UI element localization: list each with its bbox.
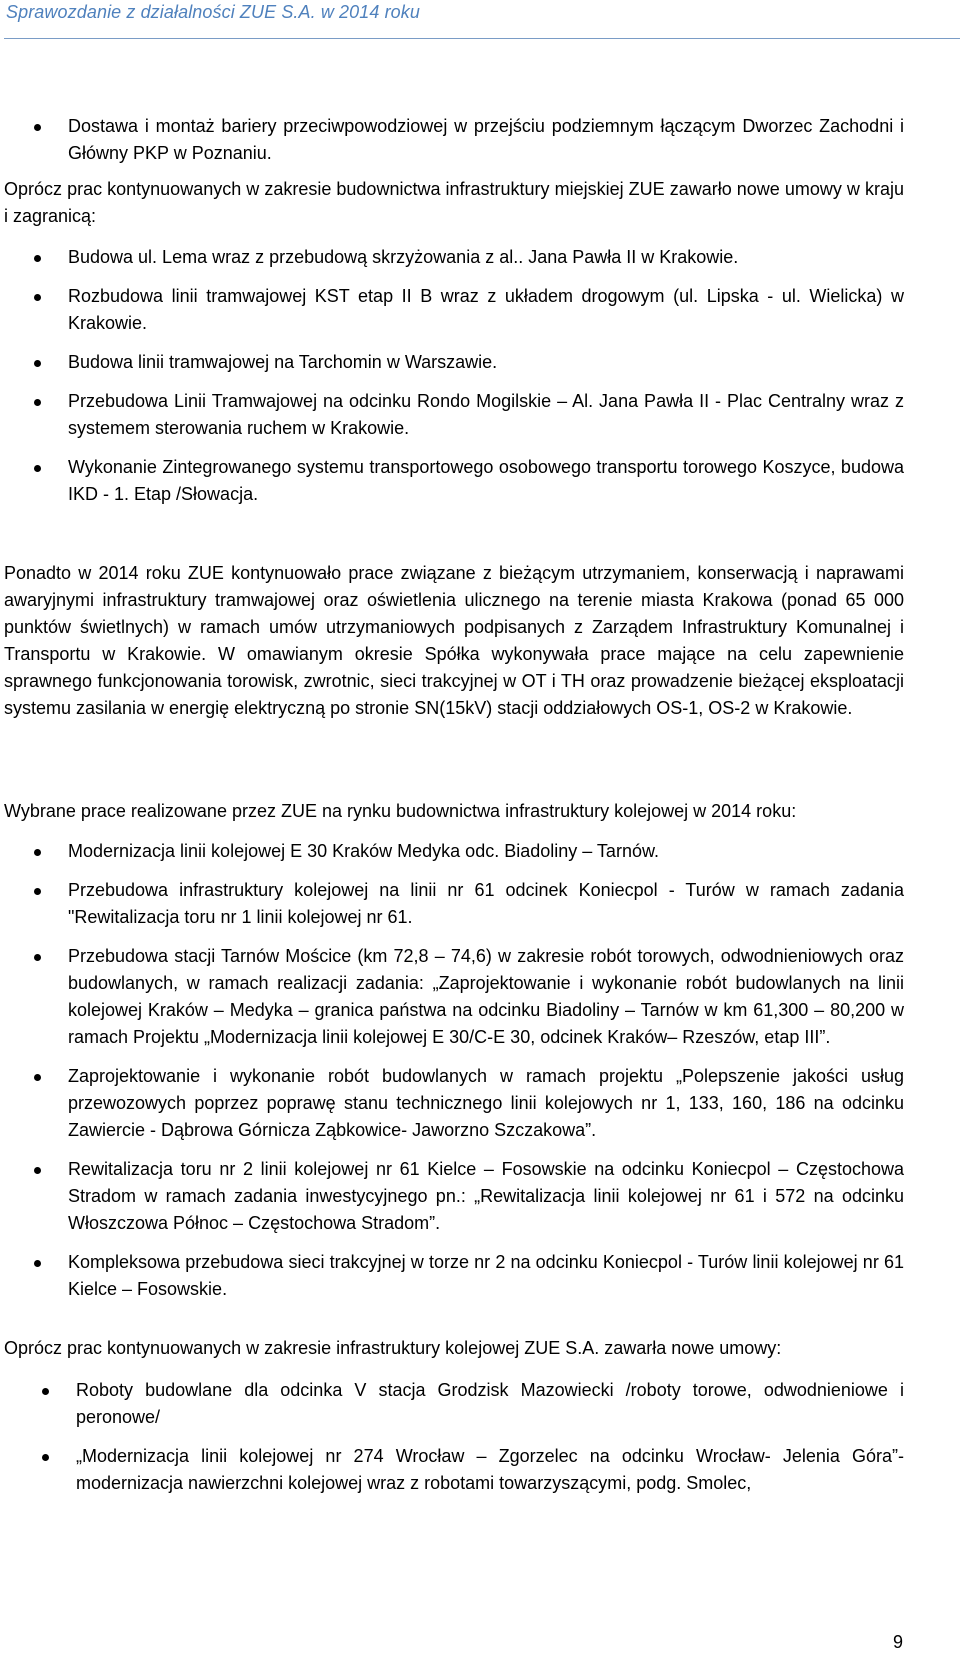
paragraph-3: Wybrane prace realizowane przez ZUE na rynku budownictwa infrastruktury kolejowej w 2014 roku: [4, 801, 797, 821]
bullet-icon [34, 849, 41, 856]
list-item: Przebudowa Linii Tramwajowej na odcinku Rondo Mogilskie – Al. Jana Pawła II - Plac Centralny wraz z systemem sterowania ruchem w Krakowie. [28, 388, 904, 442]
list-item: „Modernizacja linii kolejowej nr 274 Wrocław – Zgorzelec na odcinku Wrocław- Jelenia Góra”- modernizacja nawierzchni kolejowej wraz z robotami towarzyszącymi, podg. Smolec, [36, 1443, 904, 1497]
bullet-icon [34, 399, 41, 406]
bullet-icon [34, 255, 41, 262]
list-item: Rewitalizacja toru nr 2 linii kolejowej nr 61 Kielce – Fosowskie na odcinku Koniecpol – Częstochowa Stradom w ramach zadania inwestycyjnego pn.: „Rewitalizacja linii kolejowej nr 61 i 572 na odcinku Włoszczowa Północ – Częstochowa Stradom”. [28, 1156, 904, 1237]
list-item: Budowa linii tramwajowej na Tarchomin w Warszawie. [28, 349, 904, 376]
bullet-icon [34, 954, 41, 961]
page-number: 9 [892, 1632, 903, 1652]
list-item: Rozbudowa linii tramwajowej KST etap II B wraz z układem drogowym (ul. Lipska - ul. Wielicka) w Krakowie. [28, 283, 904, 337]
paragraph-1: Oprócz prac kontynuowanych w zakresie budownictwa infrastruktury miejskiej ZUE zawarło nowe umowy w kraju i zagranicą: [4, 179, 904, 226]
list-item: Kompleksowa przebudowa sieci trakcyjnej w torze nr 2 na odcinku Koniecpol - Turów linii kolejowej nr 61 Kielce – Fosowskie. [28, 1249, 904, 1303]
list-item: Przebudowa stacji Tarnów Mościce (km 72,8 – 74,6) w zakresie robót torowych, odwodnieniowych oraz budowlanych, w ramach realizacji zadania: „Zaprojektowanie i wykonanie robót budowlanych na linii kolejowej Kraków – Medyka – granica państwa na odcinku Biadoliny – Tarnów w km 61,300 – 80,200 w ramach Projektu „Modernizacja linii kolejowej E 30/C-E 30, odcinek Kraków– Rzeszów, etap III”. [28, 943, 904, 1051]
bullet-icon [42, 1454, 49, 1461]
bullet-icon [34, 1260, 41, 1267]
list-item: Przebudowa infrastruktury kolejowej na linii nr 61 odcinek Koniecpol - Turów w ramach zadania "Rewitalizacja toru nr 1 linii kolejowej nr 61. [28, 877, 904, 931]
list-item: Modernizacja linii kolejowej E 30 Kraków Medyka odc. Biadoliny – Tarnów. [28, 838, 904, 865]
bullet-icon [34, 360, 41, 367]
bullet-list-4 [36, 1377, 904, 1497]
paragraph-2: Ponadto w 2014 roku ZUE kontynuowało prace związane z bieżącym utrzymaniem, konserwacją i naprawami awaryjnymi infrastruktury tramwajowej oraz oświetlenia ulicznego na terenie miasta Krakowa (ponad 65 000 punktów świetlnych) w ramach umów utrzymaniowych podpisanych z Zarządem Infrastruktury Komunalnej i Transportu w Krakowie. W omawianym okresie Spółka wykonywała prace mające na celu zapewnienie sprawnego funkcjonowania torowisk, zwrotnic, sieci trakcyjnej w OT i TH oraz prowadzenie bieżącej eksploatacji systemu zasilania w energię elektryczną po stronie SN(15kV) stacji oddziałowych OS-1, OS-2 w Krakowie. [4, 563, 904, 718]
bullet-icon [34, 1167, 41, 1174]
paragraph-4: Oprócz prac kontynuowanych w zakresie infrastruktury kolejowej ZUE S.A. zawarła nowe umowy: [4, 1338, 782, 1358]
list-item: Wykonanie Zintegrowanego systemu transportowego osobowego transportu torowego Koszyce, budowa IKD - 1. Etap /Słowacja. [28, 454, 904, 508]
header-title: Sprawozdanie z działalności ZUE S.A. w 2014 roku [6, 2, 421, 22]
bullet-list-2 [28, 244, 904, 508]
bullet-icon [34, 465, 41, 472]
bullet-icon [34, 294, 41, 301]
bullet-icon [34, 124, 41, 131]
page-header [4, 0, 960, 39]
list-item: Dostawa i montaż bariery przeciwpowodziowej w przejściu podziemnym łączącym Dworzec Zachodni i Główny PKP w Poznaniu. [28, 113, 904, 167]
bullet-icon [34, 888, 41, 895]
bullet-icon [42, 1388, 49, 1395]
bullet-icon [34, 1074, 41, 1081]
list-item: Zaprojektowanie i wykonanie robót budowlanych w ramach projektu „Polepszenie jakości usług przewozowych poprzez poprawę stanu technicznego linii kolejowych nr 1, 133, 160, 186 na odcinku Zawiercie - Dąbrowa Górnicza Ząbkowice- Jaworzno Szczakowa”. [28, 1063, 904, 1144]
list-item: Roboty budowlane dla odcinka V stacja Grodzisk Mazowiecki /roboty torowe, odwodnieniowe i peronowe/ [36, 1377, 904, 1431]
bullet-list-3 [28, 838, 904, 1303]
list-item: Budowa ul. Lema wraz z przebudową skrzyżowania z al.. Jana Pawła II w Krakowie. [28, 244, 904, 271]
bullet-list-1 [28, 113, 904, 167]
